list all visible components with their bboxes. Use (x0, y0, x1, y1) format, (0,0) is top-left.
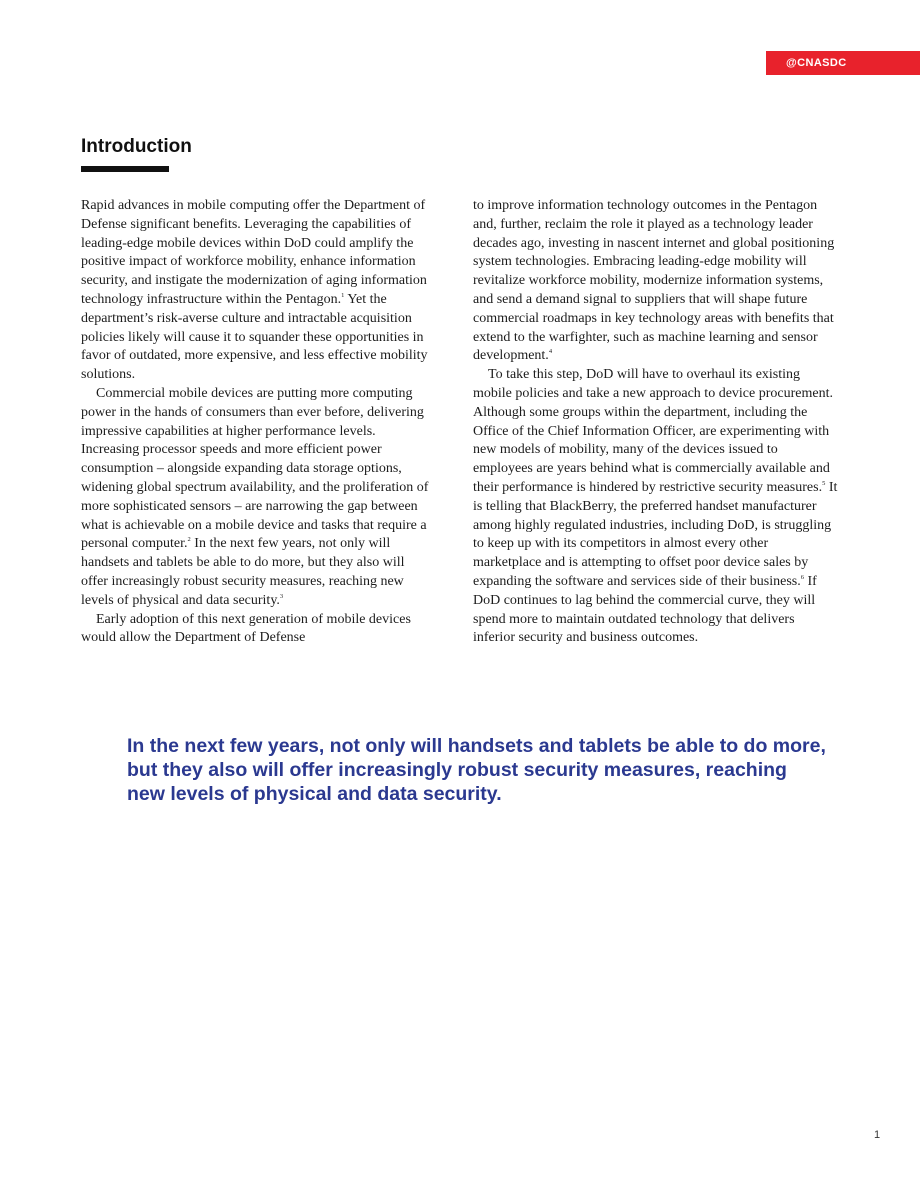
paragraph: To take this step, DoD will have to overhaul its existing mobile policies and take a new approach to device procurement. Although some groups within the department, including the Office of the Chief Information Officer, are experimenting with new models of mobility, many of the devices issued to employees are years behind what is commercially available and their performance is hindered by restrictive security measures.$^5$ It is telling that BlackBerry, the preferred handset manufacturer among highly regulated industries, including DoD, is struggling to keep up with its competitors in almost every other marketplace and is attempting to offset poor device sales by expanding the software and services side of their business.$^6$ If DoD continues to lag behind the commercial curve, they will spend more to maintain outdated technology that delivers inferior security and business outcomes. (473, 367, 838, 646)
footnote-ref: 2 (187, 536, 191, 544)
pull-quote: In the next few years, not only will handsets and tablets be able to do more, but they also will offer increasingly robust security measures, reaching new levels of physical and data security. (127, 735, 826, 806)
left-column (81, 197, 429, 648)
page-number: 1 (874, 1129, 881, 1141)
heading-underline (81, 166, 169, 172)
section-heading: Introduction (81, 136, 192, 157)
footnote-ref: 5 (822, 479, 826, 487)
paragraph: to improve information technology outcomes in the Pentagon and, further, reclaim the role it played as a technology leader decades ago, investing in nascent internet and global positioning system technologies. Embracing leading-edge mobility will revitalize workforce mobility, modernize information systems, and send a demand signal to suppliers that will shape future commercial roadmaps in key technology areas with benefits that extend to the warfighter, such as machine learning and sensor development.$^4$ (473, 198, 835, 364)
paragraph: Rapid advances in mobile computing offer the Department of Defense significant benefits. Leveraging the capabilities of leading-edge mobile devices within DoD could amplify the positive impact of workforce mobility, enhance information security, and instigate the modernization of aging information technology infrastructure within the Pentagon.$^1$ Yet the department’s risk-averse culture and intractable acquisition policies likely will cause it to squander these opportunities in favor of outdated, more expensive, and less effective mobility solutions. (81, 198, 428, 383)
paragraph: Early adoption of this next generation of mobile devices would allow the Department of Defense (81, 611, 411, 646)
paragraph: Commercial mobile devices are putting more computing power in the hands of consumers than ever before, delivering impressive capabilities at higher performance levels. Increasing processor speeds and more efficient power consumption – alongside expanding data storage options, widening global spectrum availability, and the proliferation of more sophisticated sensors – are narrowing the gap between what is achievable on a mobile device and tasks that require a personal computer.$^2$ In the next few years, not only will handsets and tablets be able to do more, but they also will offer increasingly robust security measures, reaching new levels of physical and data security.$^3$ (81, 385, 429, 608)
footnote-ref: 6 (800, 573, 804, 581)
right-column (473, 197, 839, 648)
footnote-ref: 3 (279, 592, 284, 600)
footnote-ref: 1 (341, 291, 345, 299)
footnote-ref: 4 (548, 348, 553, 356)
hashtag-banner: @CNASDC (766, 51, 920, 75)
